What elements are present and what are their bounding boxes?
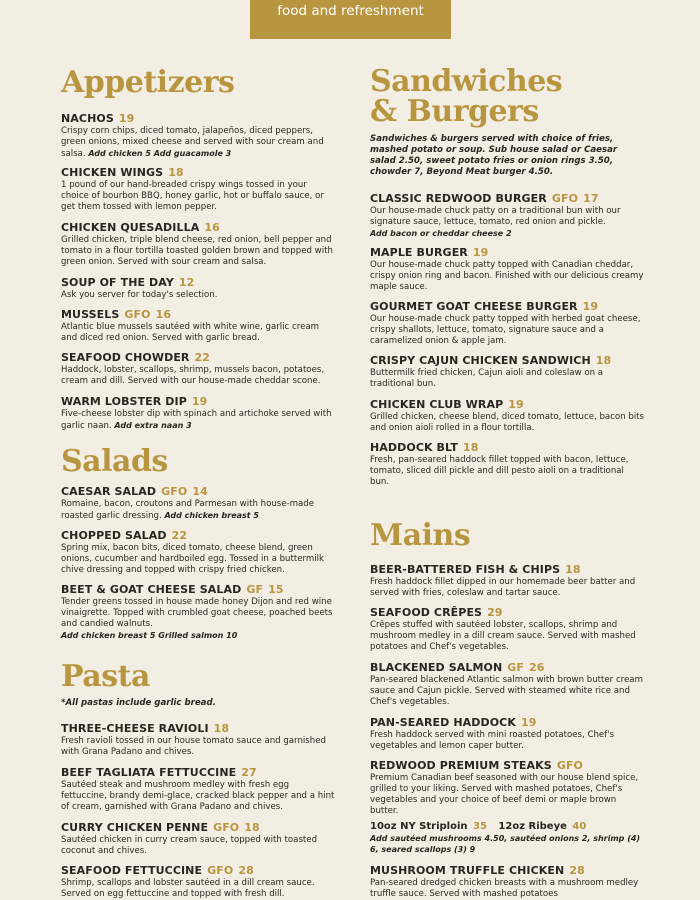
menu-item [370, 606, 645, 653]
item-description: Ask you server for today's selection. [61, 290, 218, 300]
sandwiches-title [370, 64, 645, 129]
item-name: THREE-CHEESE RAVIOLI [61, 722, 209, 735]
item-price: 22 [194, 351, 211, 364]
item-price: 19 [472, 246, 489, 259]
item-description: Sautéed chicken in curry cream sauce, topped with toasted coconut and chives. [61, 835, 318, 856]
pasta-note: *All pastas include garlic bread. [61, 698, 216, 708]
item-name: SEAFOOD CRÊPES [370, 606, 483, 619]
item-price: 26 [529, 661, 545, 674]
item-name: MUSSELS [61, 308, 120, 321]
item-name: BEET & GOAT CHEESE SALAD [61, 583, 242, 596]
item-addon: Add chicken breast 5 Grilled salmon 10 [61, 631, 238, 640]
menu-item [370, 192, 645, 239]
sandwiches-note: Sandwiches & burgers served with choice of fries, mashed potato or soup. Sub house salad or Caesar salad 2.50, sweet potato fries or onion rings 3.50, chowder 7, Beyond Meat burger 4.50. [370, 134, 618, 177]
sandwiches-title-line2: & Burgers [370, 94, 539, 129]
item-description: Buttermilk fried chicken, Cajun aioli and coleslaw on a traditional bun. [370, 368, 604, 389]
header-banner [250, 0, 451, 39]
salads-title: Salads [61, 444, 168, 479]
steak-addons: Add sautéed mushrooms 4.50, sautéed onions 2, shrimp (4) 6, seared scallops (3) 9 [370, 834, 641, 854]
item-name: CRISPY CAJUN CHICKEN SANDWICH [370, 354, 591, 367]
item-price: 16 [204, 221, 220, 234]
item-description: Fresh ravioli tossed in our house tomato sauce and garnished with Grana Padano and chives. [61, 736, 326, 757]
item-addon: Add chicken 5 Add guacamole 3 [88, 149, 232, 158]
item-price: 15 [268, 583, 284, 596]
item-description: Pan-seared blackened Atlantic salmon with brown butter cream sauce and Cajun pickle. Served with steamed white rice and Chef's vegetables. [370, 675, 643, 707]
item-name: REDWOOD PREMIUM STEAKS [370, 759, 552, 772]
item-name: PAN-SEARED HADDOCK [370, 716, 516, 729]
menu-item [61, 112, 336, 160]
item-description: Our house-made chuck patty topped with herbed goat cheese, crispy shallots, lettuce, tomato, signature sauce and a caramelized onion & apple jam. [370, 314, 641, 346]
item-price: 19 [118, 112, 135, 125]
item-price: 18 [213, 722, 230, 735]
item-diet-tag: GFO [556, 759, 584, 772]
item-description: Crêpes stuffed with sautéed lobster, scallops, shrimp and mushroom medley in a dill cream sauce. Served with mashed potatoes and Chef's vegetables. [370, 620, 636, 652]
steak-cut-price: 35 [473, 821, 487, 832]
steak-cut-price: 40 [572, 821, 587, 832]
sandwiches-title-line1: Sandwiches [370, 64, 563, 99]
steak-cut-name: 12oz Ribeye [498, 821, 567, 832]
item-price: 16 [155, 308, 172, 321]
item-name: CLASSIC REDWOOD BURGER [370, 192, 547, 205]
item-name: MUSHROOM TRUFFLE CHICKEN [370, 864, 565, 877]
item-price: 28 [238, 864, 254, 877]
item-name: SEAFOOD FETTUCCINE [61, 864, 203, 877]
item-price: 18 [565, 563, 581, 576]
item-name: CHICKEN CLUB WRAP [370, 398, 504, 411]
item-description: Atlantic blue mussels sautéed with white wine, garlic cream and diced red onion. Served with garlic bread. [61, 322, 320, 343]
item-name: BEEF TAGLIATA FETTUCCINE [61, 766, 237, 779]
menu-item [370, 354, 645, 390]
steak-cuts [370, 820, 645, 833]
item-description: Fresh, pan-seared haddock fillet topped with bacon, lettuce, tomato, sliced dill pickle and dill pesto aioli on a traditional bun. [370, 455, 629, 487]
item-name: CAESAR SALAD [61, 485, 157, 498]
item-price: 18 [168, 166, 184, 179]
menu-item [370, 300, 645, 347]
item-price: 14 [192, 485, 208, 498]
item-name: GOURMET GOAT CHEESE BURGER [370, 300, 578, 313]
item-price: 28 [569, 864, 585, 877]
item-description: Haddock, lobster, scallops, shrimp, mussels bacon, potatoes, cream and dill. Served with our house-made cheddar scone. [61, 365, 325, 386]
item-description: Grilled chicken, triple blend cheese, red onion, bell pepper and tomato in a flour tortilla toasted golden brown and topped with green onion. Served with sour cream and salsa. [61, 235, 333, 267]
item-price: 22 [171, 529, 188, 542]
item-description: Premium Canadian beef seasoned with our house blend spice, grilled to your liking. Served with mashed potatoes, Chef's vegetables and your choice of beef demi or maple brown butter. [370, 773, 639, 816]
item-name: BLACKENED SALMON [370, 661, 503, 674]
item-name: SOUP OF THE DAY [61, 276, 174, 289]
menu-item [370, 864, 645, 900]
item-description: Pan-seared dredged chicken breasts with a mushroom medley truffle sauce. Served with mashed potatoes [370, 878, 639, 899]
menu-item [61, 308, 336, 344]
menu-item [61, 529, 336, 576]
item-description: Our house-made chuck patty topped with Canadian cheddar, crispy onion ring and bacon. Finished with our delicious creamy maple sauce. [370, 260, 644, 292]
menu-item [370, 716, 645, 752]
menu-item [370, 398, 645, 434]
menu-item [61, 583, 336, 641]
item-name: SEAFOOD CHOWDER [61, 351, 190, 364]
item-diet-tag: GF [507, 661, 524, 674]
menu-item [61, 221, 336, 268]
menu-item [370, 246, 645, 293]
item-description: Crispy corn chips, diced tomato, jalapeños, diced peppers, green onions, mixed cheese and served with sour cream and salsa. [61, 126, 324, 159]
menu-item [61, 276, 336, 301]
item-price: 19 [508, 398, 524, 411]
item-name: BEER-BATTERED FISH & CHIPS [370, 563, 561, 576]
item-name: CHOPPED SALAD [61, 529, 167, 542]
steak-cut-name: 10oz NY Striploin [370, 821, 468, 832]
menu-item [370, 441, 645, 488]
menu-item [61, 864, 336, 900]
item-price: 18 [244, 821, 260, 834]
item-name: WARM LOBSTER DIP [61, 395, 187, 408]
item-diet-tag: GFO [551, 192, 579, 205]
item-addon: Add bacon or cheddar cheese 2 [370, 229, 512, 238]
item-price: 12 [178, 276, 195, 289]
item-price: 27 [241, 766, 257, 779]
item-price: 19 [191, 395, 208, 408]
item-diet-tag: GFO [207, 864, 234, 877]
item-name: CHICKEN WINGS [61, 166, 164, 179]
item-description: Spring mix, bacon bits, diced tomato, cheese blend, green onions, cucumber and hardboiled egg. Tossed in a buttermilk chive dressing and topped with crispy fried chicken. [61, 543, 325, 575]
menu-item [370, 759, 645, 817]
menu-item [370, 563, 645, 599]
item-description: Our house-made chuck patty on a traditional bun with our signature sauce, lettuce, tomato, red onion and pickle. [370, 206, 621, 227]
item-diet-tag: GF [246, 583, 264, 596]
item-description: Romaine, bacon, croutons and Parmesan with house-made roasted garlic dressing. [61, 499, 315, 521]
item-description: 1 pound of our hand-breaded crispy wings tossed in your choice of bourbon BBQ, honey garlic, hot or buffalo sauce, or get them tossed with lemon pepper. [61, 180, 324, 212]
item-price: 17 [583, 192, 599, 205]
item-price: 18 [595, 354, 612, 367]
item-description: Grilled chicken, cheese blend, diced tomato, lettuce, bacon bits and onion aioli rolled in a flour tortilla. [370, 412, 645, 433]
item-description: Five-cheese lobster dip with spinach and artichoke served with garlic naan. [61, 409, 332, 431]
item-addon: Add chicken breast 5 [164, 511, 259, 520]
menu-item [61, 821, 336, 857]
item-name: CURRY CHICKEN PENNE [61, 821, 209, 834]
item-price: 19 [520, 716, 537, 729]
item-price: 29 [487, 606, 503, 619]
menu-item [61, 766, 336, 813]
pasta-title: Pasta [61, 659, 150, 694]
menu-item [61, 485, 336, 522]
item-diet-tag: GFO [213, 821, 240, 834]
item-name: HADDOCK BLT [370, 441, 458, 454]
item-addon: Add extra naan 3 [114, 421, 192, 430]
item-description: Shrimp, scallops and lobster sautéed in a dill cream sauce. Served on egg fettuccine and topped with fresh dill. [61, 878, 315, 899]
menu-item [61, 395, 336, 432]
appetizers-title: Appetizers [61, 65, 235, 100]
item-price: 19 [582, 300, 599, 313]
menu-item [61, 722, 336, 758]
item-description: Sautéed steak and mushroom medley with fresh egg fettuccine, brandy demi-glace, cracked black pepper and a hint of cream, garnished with Grana Padano and chives. [61, 780, 335, 812]
item-description: Fresh haddock fillet dipped in our homemade beer batter and served with fries, coleslaw and tartar sauce. [370, 577, 636, 598]
item-diet-tag: GFO [161, 485, 188, 498]
mains-title: Mains [370, 518, 471, 553]
menu-item [370, 661, 645, 708]
banner-text: food and refreshment [277, 3, 424, 19]
menu-item [61, 351, 336, 387]
item-description: Fresh haddock served with mini roasted potatoes, Chef's vegetables and lemon caper butter. [370, 730, 615, 751]
item-price: 18 [462, 441, 479, 454]
item-name: CHICKEN QUESADILLA [61, 221, 200, 234]
item-name: MAPLE BURGER [370, 246, 468, 259]
item-name: NACHOS [61, 112, 114, 125]
menu-item [61, 166, 336, 213]
item-diet-tag: GFO [124, 308, 151, 321]
item-description: Tender greens tossed in house made honey Dijon and red wine vinaigrette. Topped with crumbled goat cheese, poached beets and candied walnuts. [61, 597, 333, 629]
